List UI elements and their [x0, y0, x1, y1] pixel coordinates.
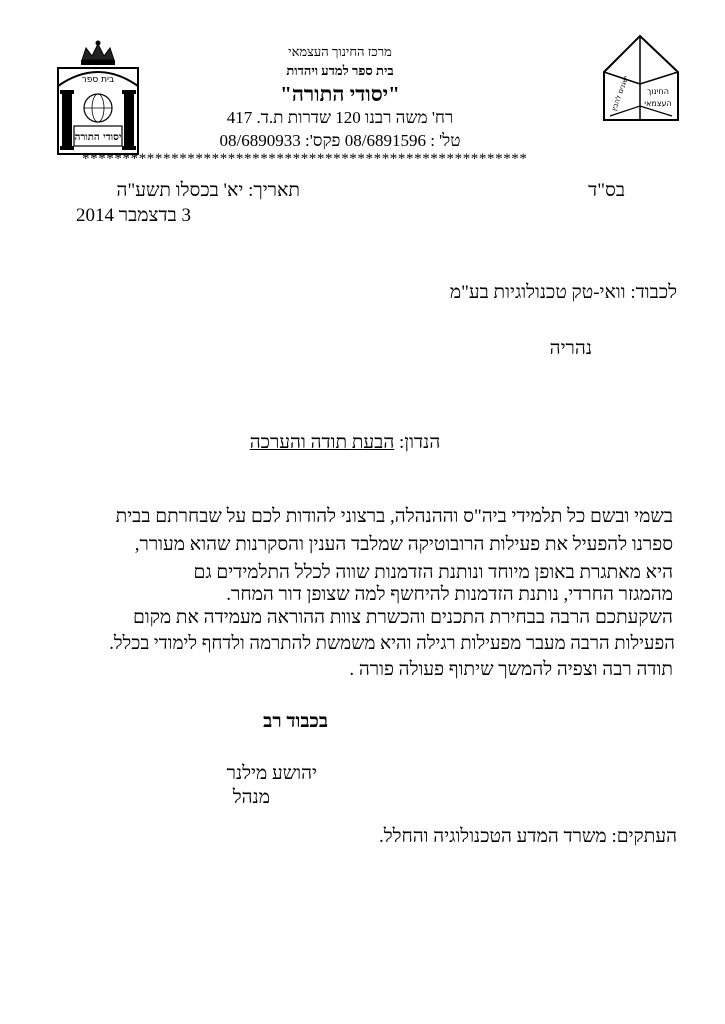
recipient: לכבוד: וואי-טק טכנולוגיות בע"מ: [449, 282, 677, 303]
body-line: היא מאתגרת באופן מיוחד ונותנת הזדמנות שווה לכלל התלמידים גם: [193, 562, 673, 583]
school-type: בית ספר למדע ויהדות: [286, 63, 394, 78]
closing-regards: בכבוד רב: [263, 711, 328, 732]
body-line: מהמגזר החרדי, נותנת הזדמנות להיחשף למה שצופן דור המחר.: [226, 584, 673, 605]
body-line: ספרנו להפעיל את פעילות הרובוטיקה שמלבד הענין והסקרנות שהוא מעורר,: [134, 534, 673, 555]
body-line: תודה רבה וצפיה להמשך שיתוף פעולה פורה .: [349, 659, 673, 680]
body-line: בשמי ובשם כל תלמידי ביה"ס וההנהלה, ברצוני להודות לכם על שבחרתם בבית: [115, 506, 673, 527]
org-name: מרכז החינוך העצמאי: [288, 44, 392, 59]
header-divider: *******************************************************: [82, 151, 528, 167]
signer-role: מנהל: [232, 787, 270, 808]
body-line: השקעתכם הרבה בבחירת התכנים והכשרת צוות ההוראה מעמידה את מקום: [133, 607, 673, 628]
hebrew-date: תאריך: יא' בכסלו תשע"ה: [116, 180, 300, 201]
subject-text: הבעת תודה והערכה: [249, 432, 395, 453]
subject-label: הנדון:: [399, 432, 441, 453]
recipient-city: נהריה: [549, 338, 592, 359]
school-crest-logo: [52, 38, 144, 156]
gregorian-date: [76, 205, 306, 227]
gregorian-date-text: 3 בדצמבר 2014: [76, 205, 192, 226]
bsd-mark: בס"ד: [588, 180, 625, 201]
school-phones: טל' : 08/6891596 פקס': 08/6890933: [219, 131, 461, 150]
crown-icon: [81, 41, 115, 66]
signer-name: יהושע מילנר: [226, 763, 317, 784]
chinuch-atzmai-logo: [600, 32, 682, 124]
logo-word-2: העצמאי: [644, 99, 672, 108]
logo-motto: ישגנים להבין: [610, 74, 631, 112]
subject-line: [180, 432, 510, 454]
crest-name: יסודי התורה: [74, 132, 122, 143]
body-line: הפעילות הרבה מעבר מפעילות רגילה והיא משמשת להתרמה ולדחף לימודי בכלל.: [109, 633, 675, 654]
crest-caption: בית ספר: [81, 75, 115, 85]
school-name: "יסודי התורה": [280, 82, 400, 106]
cc-line: העתקים: משרד המדע הטכנולוגיה והחלל.: [378, 826, 677, 847]
logo-word-1: החינוך: [647, 87, 669, 96]
school-address: רח' משה רבנו 120 שדרות ת.ד. 417: [226, 108, 454, 127]
